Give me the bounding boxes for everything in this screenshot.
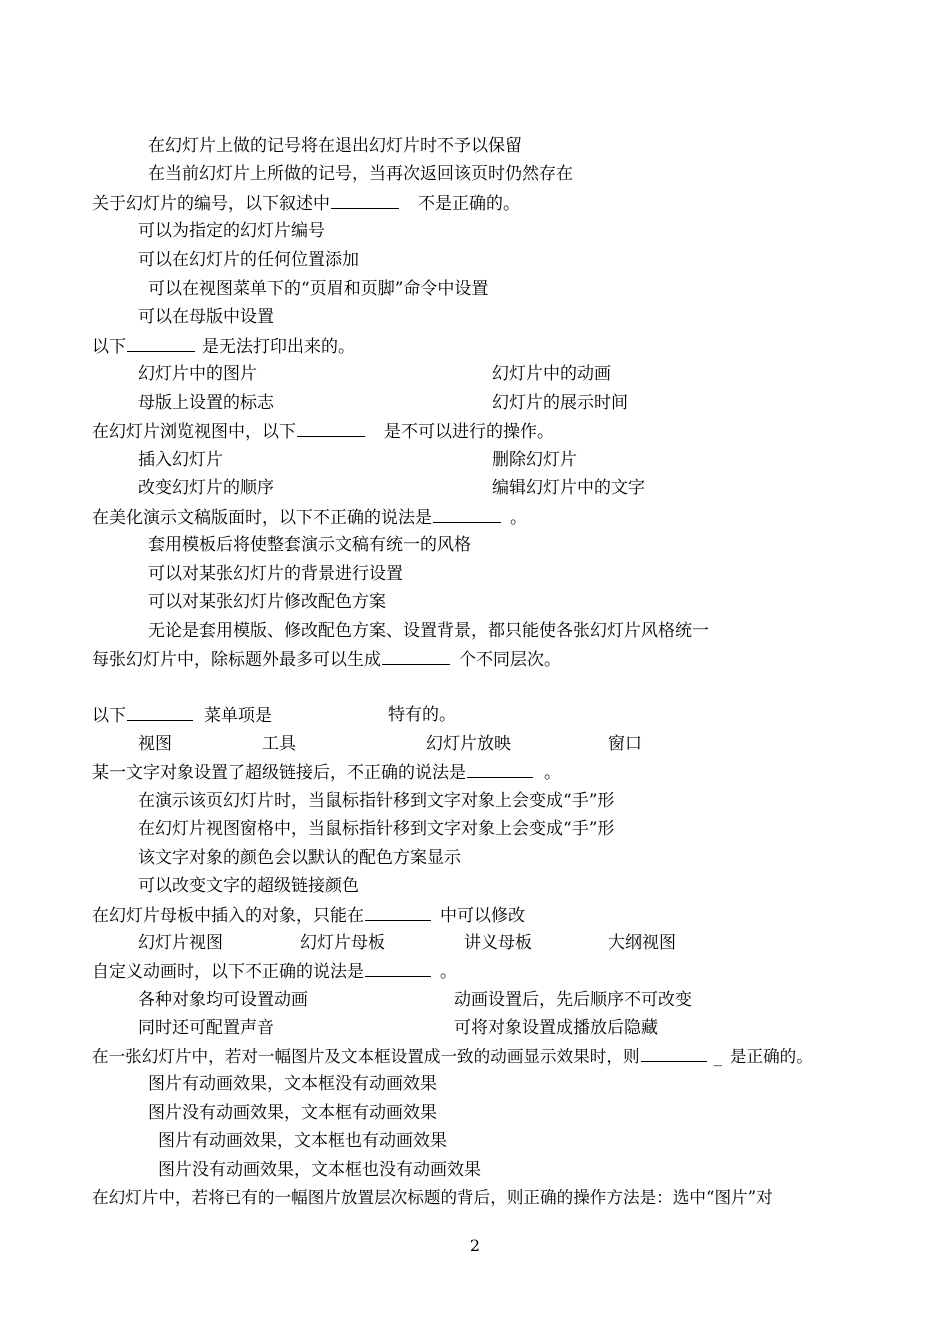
option-line: 在演示该页幻灯片时，当鼠标指针移到文字对象上会变成“手”形: [138, 791, 615, 811]
option-line: 可以对某张幻灯片的背景进行设置: [148, 564, 403, 584]
option-line: 可以在幻灯片的任何位置添加: [138, 250, 359, 270]
page-number: 2: [469, 1236, 481, 1255]
option-line: 各种对象均可设置动画: [138, 990, 308, 1010]
option-line: 图片没有动画效果，文本框也没有动画效果: [158, 1160, 481, 1180]
option-line: 幻灯片放映: [426, 734, 511, 754]
option-line: 可以改变文字的超级链接颜色: [138, 876, 359, 896]
option-line: 编辑幻灯片中的文字: [492, 478, 645, 498]
answer-blank: [382, 649, 450, 665]
option-line: 可以为指定的幻灯片编号: [138, 221, 325, 241]
option-line: 可以在视图菜单下的“页眉和页脚”命令中设置: [148, 279, 489, 299]
answer-blank: [331, 193, 399, 209]
question-line: 某一文字对象设置了超级链接后，不正确的说法是 。: [92, 763, 561, 783]
option-line: 删除幻灯片: [492, 450, 577, 470]
option-line: 幻灯片的展示时间: [492, 393, 628, 413]
option-line: 大纲视图: [608, 933, 676, 953]
option-line: 幻灯片视图: [138, 933, 223, 953]
option-line: 在幻灯片上做的记号将在退出幻灯片时不予以保留: [148, 136, 522, 156]
question-line: 在一张幻灯片中，若对一幅图片及文本框设置成一致的动画显示效果时，则 _ 是正确的。: [92, 1047, 813, 1066]
question-line: 在幻灯片母板中插入的对象，只能在 中可以修改: [92, 906, 525, 926]
option-line: 母版上设置的标志: [138, 393, 274, 413]
option-line: 幻灯片母板: [300, 933, 385, 953]
answer-blank: [127, 705, 193, 721]
option-line: 讲义母板: [464, 933, 532, 953]
option-line: 同时还可配置声音: [138, 1018, 274, 1038]
option-line: 可以在母版中设置: [138, 307, 274, 327]
option-line: 窗口: [608, 734, 642, 754]
question-line: 每张幻灯片中，除标题外最多可以生成 个不同层次。: [92, 650, 561, 670]
option-line: 该文字对象的颜色会以默认的配色方案显示: [138, 848, 461, 868]
option-line: 动画设置后，先后顺序不可改变: [454, 990, 692, 1010]
option-line: 幻灯片中的动画: [492, 364, 611, 384]
answer-blank: [297, 421, 365, 437]
option-line: 视图: [138, 734, 172, 754]
question-line: 在幻灯片浏览视图中，以下 是不可以进行的操作。: [92, 422, 554, 442]
option-line: 可以对某张幻灯片修改配色方案: [148, 592, 386, 612]
option-line: 图片有动画效果，文本框也有动画效果: [158, 1131, 447, 1151]
option-line: 改变幻灯片的顺序: [138, 478, 274, 498]
question-line: 以下 是无法打印出来的。: [92, 337, 355, 357]
question-line: 以下 菜单项是: [92, 706, 272, 726]
option-line: 工具: [262, 734, 296, 754]
answer-blank: [127, 336, 195, 352]
question-line: 在美化演示文稿版面时，以下不正确的说法是 。: [92, 508, 527, 528]
question-line: 关于幻灯片的编号，以下叙述中 不是正确的。: [92, 194, 520, 214]
option-line: 幻灯片中的图片: [138, 364, 257, 384]
answer-blank: [467, 762, 533, 778]
answer-blank: [365, 905, 431, 921]
answer-blank: [641, 1046, 707, 1062]
option-line: 在当前幻灯片上所做的记号，当再次返回该页时仍然存在: [148, 164, 573, 184]
option-line: 套用模板后将使整套演示文稿有统一的风格: [148, 535, 471, 555]
question-line: 在幻灯片中，若将已有的一幅图片放置层次标题的背后，则正确的操作方法是：选中“图片”对: [92, 1188, 773, 1207]
answer-blank: [365, 961, 431, 977]
option-line: 在幻灯片视图窗格中，当鼠标指针移到文字对象上会变成“手”形: [138, 819, 615, 839]
option-line: 图片有动画效果，文本框没有动画效果: [148, 1074, 437, 1094]
answer-blank: [433, 507, 501, 523]
question-line: 自定义动画时，以下不正确的说法是 。: [92, 962, 457, 982]
option-line: 可将对象设置成播放后隐藏: [454, 1018, 658, 1038]
option-line: 无论是套用模版、修改配色方案、设置背景，都只能使各张幻灯片风格统一: [148, 621, 709, 641]
option-line: 插入幻灯片: [138, 450, 223, 470]
option-line: 图片没有动画效果，文本框有动画效果: [148, 1103, 437, 1123]
question-line: 特有的。: [388, 705, 456, 725]
